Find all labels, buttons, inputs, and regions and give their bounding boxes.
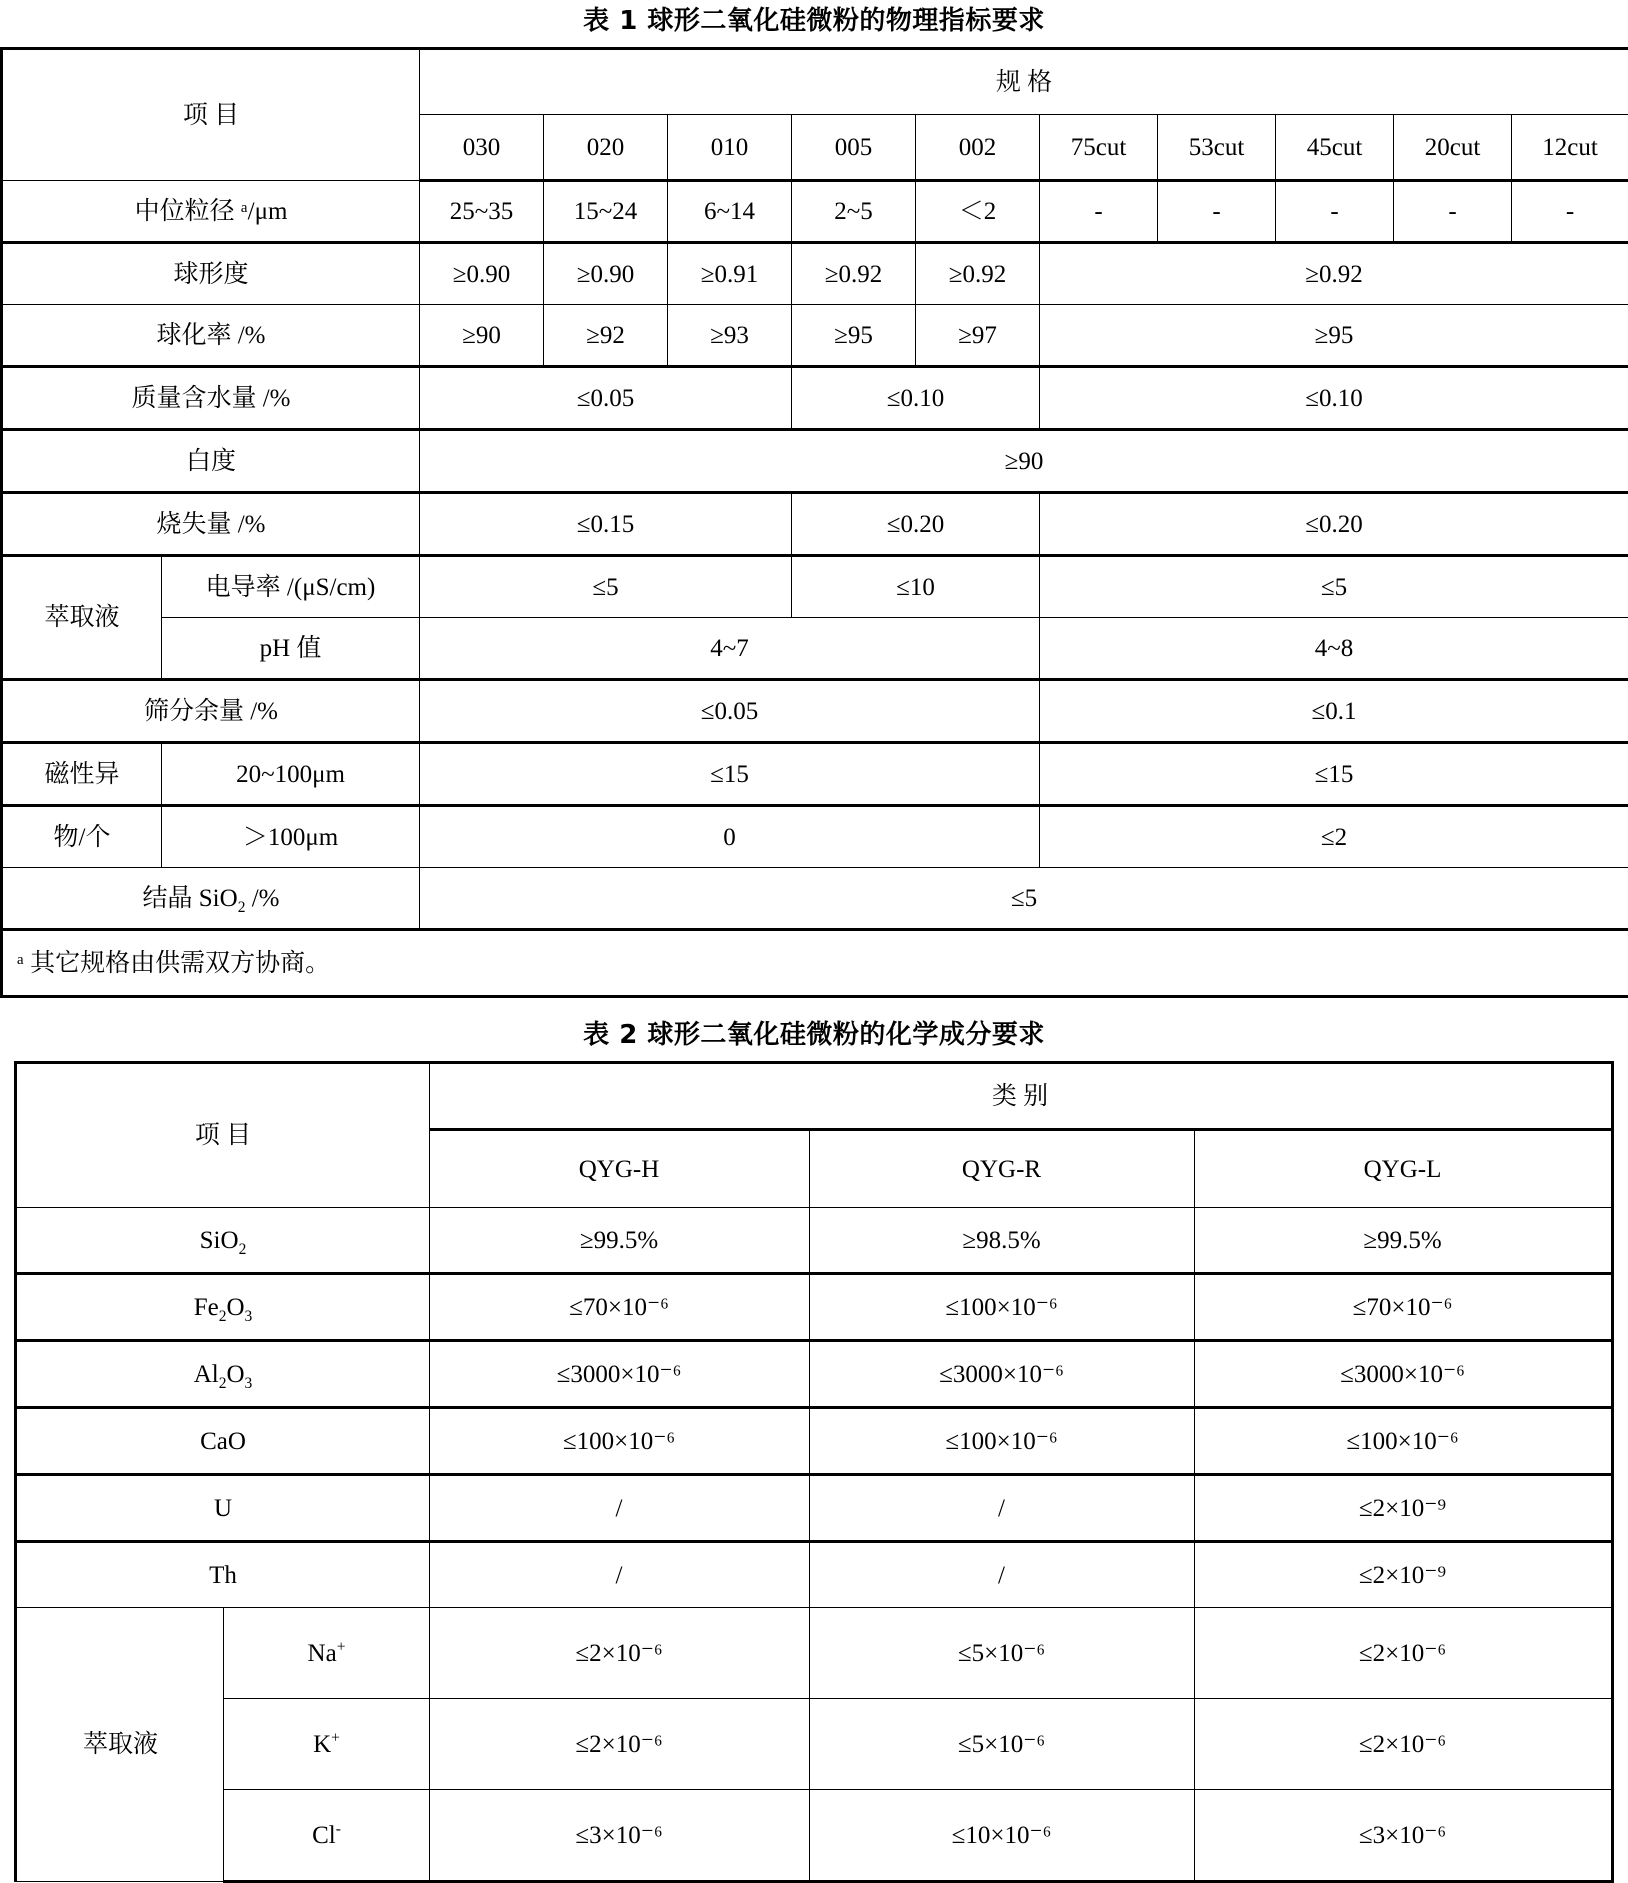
table2-row-al2o3	[16, 1341, 1612, 1408]
table1-spec-030: 030	[420, 115, 544, 181]
table1-row-sieve-residue	[2, 680, 1628, 743]
cell-loi-group-c: ≤0.20	[1040, 493, 1628, 556]
row-label-sieve-residue: 筛分余量 /%	[2, 680, 420, 743]
table1-spec-010: 010	[668, 115, 792, 181]
cell-u-qyg-l: ≤2×10⁻⁹	[1194, 1475, 1612, 1542]
fe2o3-sub1: 2	[219, 1308, 227, 1325]
cell-median-12cut: -	[1512, 181, 1628, 243]
fe2o3-pre: Fe	[194, 1294, 219, 1321]
cell-u-qyg-h: /	[429, 1475, 809, 1542]
row-label-loss-on-ignition: 烧失量 /%	[2, 493, 420, 556]
cell-na-qyg-h: ≤2×10⁻⁶	[429, 1608, 809, 1699]
cell-median-005: 2~5	[792, 181, 916, 243]
table1-row-magnetic-20-100	[2, 743, 1628, 806]
cell-median-002: ＜2	[916, 181, 1040, 243]
row-label-ph: pH 值	[162, 618, 420, 680]
cell-spheroid-020: ≥92	[544, 305, 668, 367]
table2-row-fe2o3	[16, 1274, 1612, 1341]
table1-row-median-diameter	[2, 181, 1628, 243]
cell-u-qyg-r: /	[809, 1475, 1194, 1542]
table1-spec-header: 规 格	[420, 49, 1628, 115]
sio2-sub: 2	[239, 1241, 247, 1258]
row-label-median-diameter: 中位粒径 ᵃ/μm	[2, 181, 420, 243]
table1-spec-75cut: 75cut	[1040, 115, 1158, 181]
fe2o3-sub2: 3	[245, 1308, 253, 1325]
crystalline-sio2-label-pre: 结晶 SiO	[143, 885, 238, 912]
cell-spheroid-cut: ≥95	[1040, 305, 1628, 367]
table1-row-loss-on-ignition	[2, 493, 1628, 556]
cell-magnetic-20-100-group-ab: ≤15	[420, 743, 1040, 806]
k-pre: K	[313, 1731, 331, 1758]
cell-k-qyg-l: ≤2×10⁻⁶	[1194, 1699, 1612, 1790]
na-sup: +	[337, 1638, 346, 1655]
cell-conductivity-group-a: ≤5	[420, 556, 792, 618]
table2-row-u	[16, 1475, 1612, 1542]
table1-row-conductivity	[2, 556, 1628, 618]
table-chemical-composition	[14, 1061, 1613, 1883]
row-label-spheroidization: 球化率 /%	[2, 305, 420, 367]
table2-row-sio2	[16, 1208, 1612, 1274]
table1-row-whiteness	[2, 430, 1628, 493]
table2-category-qyg-h: QYG-H	[429, 1130, 809, 1208]
row-label-magnetic-part2: 物/个	[2, 806, 162, 868]
table1-spec-005: 005	[792, 115, 916, 181]
row-label-extract-liquid-2: 萃取液	[16, 1608, 224, 1882]
cell-sphericity-020: ≥0.90	[544, 243, 668, 305]
cell-cl-qyg-r: ≤10×10⁻⁶	[809, 1790, 1194, 1882]
al2o3-pre: Al	[194, 1361, 219, 1388]
cell-magnetic-20-100-group-c: ≤15	[1040, 743, 1628, 806]
row-label-th: Th	[16, 1542, 429, 1608]
table1-header-row-1	[2, 49, 1628, 115]
table1-spec-20cut: 20cut	[1394, 115, 1512, 181]
row-label-al2o3	[16, 1341, 429, 1408]
table2-row-k	[16, 1699, 1612, 1790]
cell-moisture-group-b: ≤0.10	[792, 367, 1040, 430]
cell-k-qyg-h: ≤2×10⁻⁶	[429, 1699, 809, 1790]
cell-na-qyg-l: ≤2×10⁻⁶	[1194, 1608, 1612, 1699]
cell-median-45cut: -	[1276, 181, 1394, 243]
table2-title: 表 2 球形二氧化硅微粉的化学成分要求	[0, 998, 1628, 1061]
cell-al2o3-qyg-r: ≤3000×10⁻⁶	[809, 1341, 1194, 1408]
cell-sphericity-002: ≥0.92	[916, 243, 1040, 305]
cell-sio2-qyg-l: ≥99.5%	[1194, 1208, 1612, 1274]
cl-pre: Cl	[312, 1822, 336, 1849]
cell-median-030: 25~35	[420, 181, 544, 243]
cell-sphericity-010: ≥0.91	[668, 243, 792, 305]
table1-spec-12cut: 12cut	[1512, 115, 1628, 181]
cell-magnetic-over-100-group-c: ≤2	[1040, 806, 1628, 868]
cell-sieve-group-ab: ≤0.05	[420, 680, 1040, 743]
cell-al2o3-qyg-l: ≤3000×10⁻⁶	[1194, 1341, 1612, 1408]
cell-magnetic-over-100-group-ab: 0	[420, 806, 1040, 868]
cell-fe2o3-qyg-h: ≤70×10⁻⁶	[429, 1274, 809, 1341]
table1-spec-020: 020	[544, 115, 668, 181]
crystalline-sio2-label-post: /%	[245, 885, 279, 912]
table1-item-header: 项 目	[2, 49, 420, 181]
cell-al2o3-qyg-h: ≤3000×10⁻⁶	[429, 1341, 809, 1408]
table1-footnote-row	[2, 930, 1628, 997]
table1-row-spheroidization	[2, 305, 1628, 367]
row-label-na	[224, 1608, 429, 1699]
k-sup: +	[331, 1729, 340, 1746]
row-label-sio2	[16, 1208, 429, 1274]
row-label-sphericity: 球形度	[2, 243, 420, 305]
row-label-fe2o3	[16, 1274, 429, 1341]
row-label-k	[224, 1699, 429, 1790]
cell-spheroid-030: ≥90	[420, 305, 544, 367]
cell-loi-group-b: ≤0.20	[792, 493, 1040, 556]
table2-header-row-1	[16, 1063, 1612, 1130]
sio2-pre: SiO	[200, 1227, 239, 1254]
row-label-u: U	[16, 1475, 429, 1542]
cell-spheroid-005: ≥95	[792, 305, 916, 367]
table1-title: 表 1 球形二氧化硅微粉的物理指标要求	[0, 0, 1628, 47]
cell-th-qyg-h: /	[429, 1542, 809, 1608]
table1-row-sphericity	[2, 243, 1628, 305]
cell-ph-group-ab: 4~7	[420, 618, 1040, 680]
cell-moisture-group-c: ≤0.10	[1040, 367, 1628, 430]
cell-median-020: 15~24	[544, 181, 668, 243]
table1-row-moisture	[2, 367, 1628, 430]
cell-sphericity-005: ≥0.92	[792, 243, 916, 305]
cell-moisture-group-a: ≤0.05	[420, 367, 792, 430]
cell-sio2-qyg-r: ≥98.5%	[809, 1208, 1194, 1274]
row-label-whiteness: 白度	[2, 430, 420, 493]
row-label-conductivity: 电导率 /(μS/cm)	[162, 556, 420, 618]
cell-na-qyg-r: ≤5×10⁻⁶	[809, 1608, 1194, 1699]
al2o3-sub1: 2	[219, 1375, 227, 1392]
cell-sphericity-cut: ≥0.92	[1040, 243, 1628, 305]
table2-category-header: 类 别	[429, 1063, 1612, 1130]
cell-loi-group-a: ≤0.15	[420, 493, 792, 556]
table1-spec-002: 002	[916, 115, 1040, 181]
crystalline-sio2-label-sub: 2	[238, 899, 246, 916]
table1-row-crystalline-sio2	[2, 868, 1628, 930]
al2o3-sub2: 3	[245, 1375, 253, 1392]
cell-ph-group-c: 4~8	[1040, 618, 1628, 680]
cell-th-qyg-r: /	[809, 1542, 1194, 1608]
cell-th-qyg-l: ≤2×10⁻⁹	[1194, 1542, 1612, 1608]
table2-category-qyg-r: QYG-R	[809, 1130, 1194, 1208]
table2-row-cl	[16, 1790, 1612, 1882]
cell-conductivity-group-b: ≤10	[792, 556, 1040, 618]
cell-cao-qyg-r: ≤100×10⁻⁶	[809, 1408, 1194, 1475]
table2-row-cao	[16, 1408, 1612, 1475]
cell-k-qyg-r: ≤5×10⁻⁶	[809, 1699, 1194, 1790]
cell-crystalline-sio2-value: ≤5	[420, 868, 1628, 930]
table1-spec-53cut: 53cut	[1158, 115, 1276, 181]
table2-item-header: 项 目	[16, 1063, 429, 1208]
row-label-extract-liquid: 萃取液	[2, 556, 162, 680]
table1-footnote: ᵃ 其它规格由供需双方协商。	[2, 930, 1628, 997]
table2-row-th	[16, 1542, 1612, 1608]
cell-median-010: 6~14	[668, 181, 792, 243]
row-label-magnetic-20-100: 20~100μm	[162, 743, 420, 806]
cell-fe2o3-qyg-l: ≤70×10⁻⁶	[1194, 1274, 1612, 1341]
table1-spec-45cut: 45cut	[1276, 115, 1394, 181]
row-label-cao: CaO	[16, 1408, 429, 1475]
cell-median-75cut: -	[1040, 181, 1158, 243]
table1-row-ph	[2, 618, 1628, 680]
table-physical-specs	[0, 47, 1628, 998]
cell-cao-qyg-l: ≤100×10⁻⁶	[1194, 1408, 1612, 1475]
cell-whiteness-value: ≥90	[420, 430, 1628, 493]
cl-sup: -	[336, 1820, 341, 1837]
table2-row-na	[16, 1608, 1612, 1699]
table1-row-magnetic-over-100	[2, 806, 1628, 868]
fe2o3-mid: O	[226, 1294, 244, 1321]
cell-sieve-group-c: ≤0.1	[1040, 680, 1628, 743]
na-pre: Na	[308, 1640, 337, 1667]
table2-category-qyg-l: QYG-L	[1194, 1130, 1612, 1208]
cell-median-53cut: -	[1158, 181, 1276, 243]
cell-cl-qyg-l: ≤3×10⁻⁶	[1194, 1790, 1612, 1882]
row-label-cl	[224, 1790, 429, 1882]
al2o3-mid: O	[226, 1361, 244, 1388]
row-label-moisture: 质量含水量 /%	[2, 367, 420, 430]
cell-spheroid-010: ≥93	[668, 305, 792, 367]
row-label-magnetic-part1: 磁性异	[2, 743, 162, 806]
cell-sphericity-030: ≥0.90	[420, 243, 544, 305]
cell-median-20cut: -	[1394, 181, 1512, 243]
cell-conductivity-group-c: ≤5	[1040, 556, 1628, 618]
row-label-crystalline-sio2	[2, 868, 420, 930]
row-label-magnetic-over-100: ＞100μm	[162, 806, 420, 868]
cell-spheroid-002: ≥97	[916, 305, 1040, 367]
cell-cao-qyg-h: ≤100×10⁻⁶	[429, 1408, 809, 1475]
cell-fe2o3-qyg-r: ≤100×10⁻⁶	[809, 1274, 1194, 1341]
cell-cl-qyg-h: ≤3×10⁻⁶	[429, 1790, 809, 1882]
cell-sio2-qyg-h: ≥99.5%	[429, 1208, 809, 1274]
